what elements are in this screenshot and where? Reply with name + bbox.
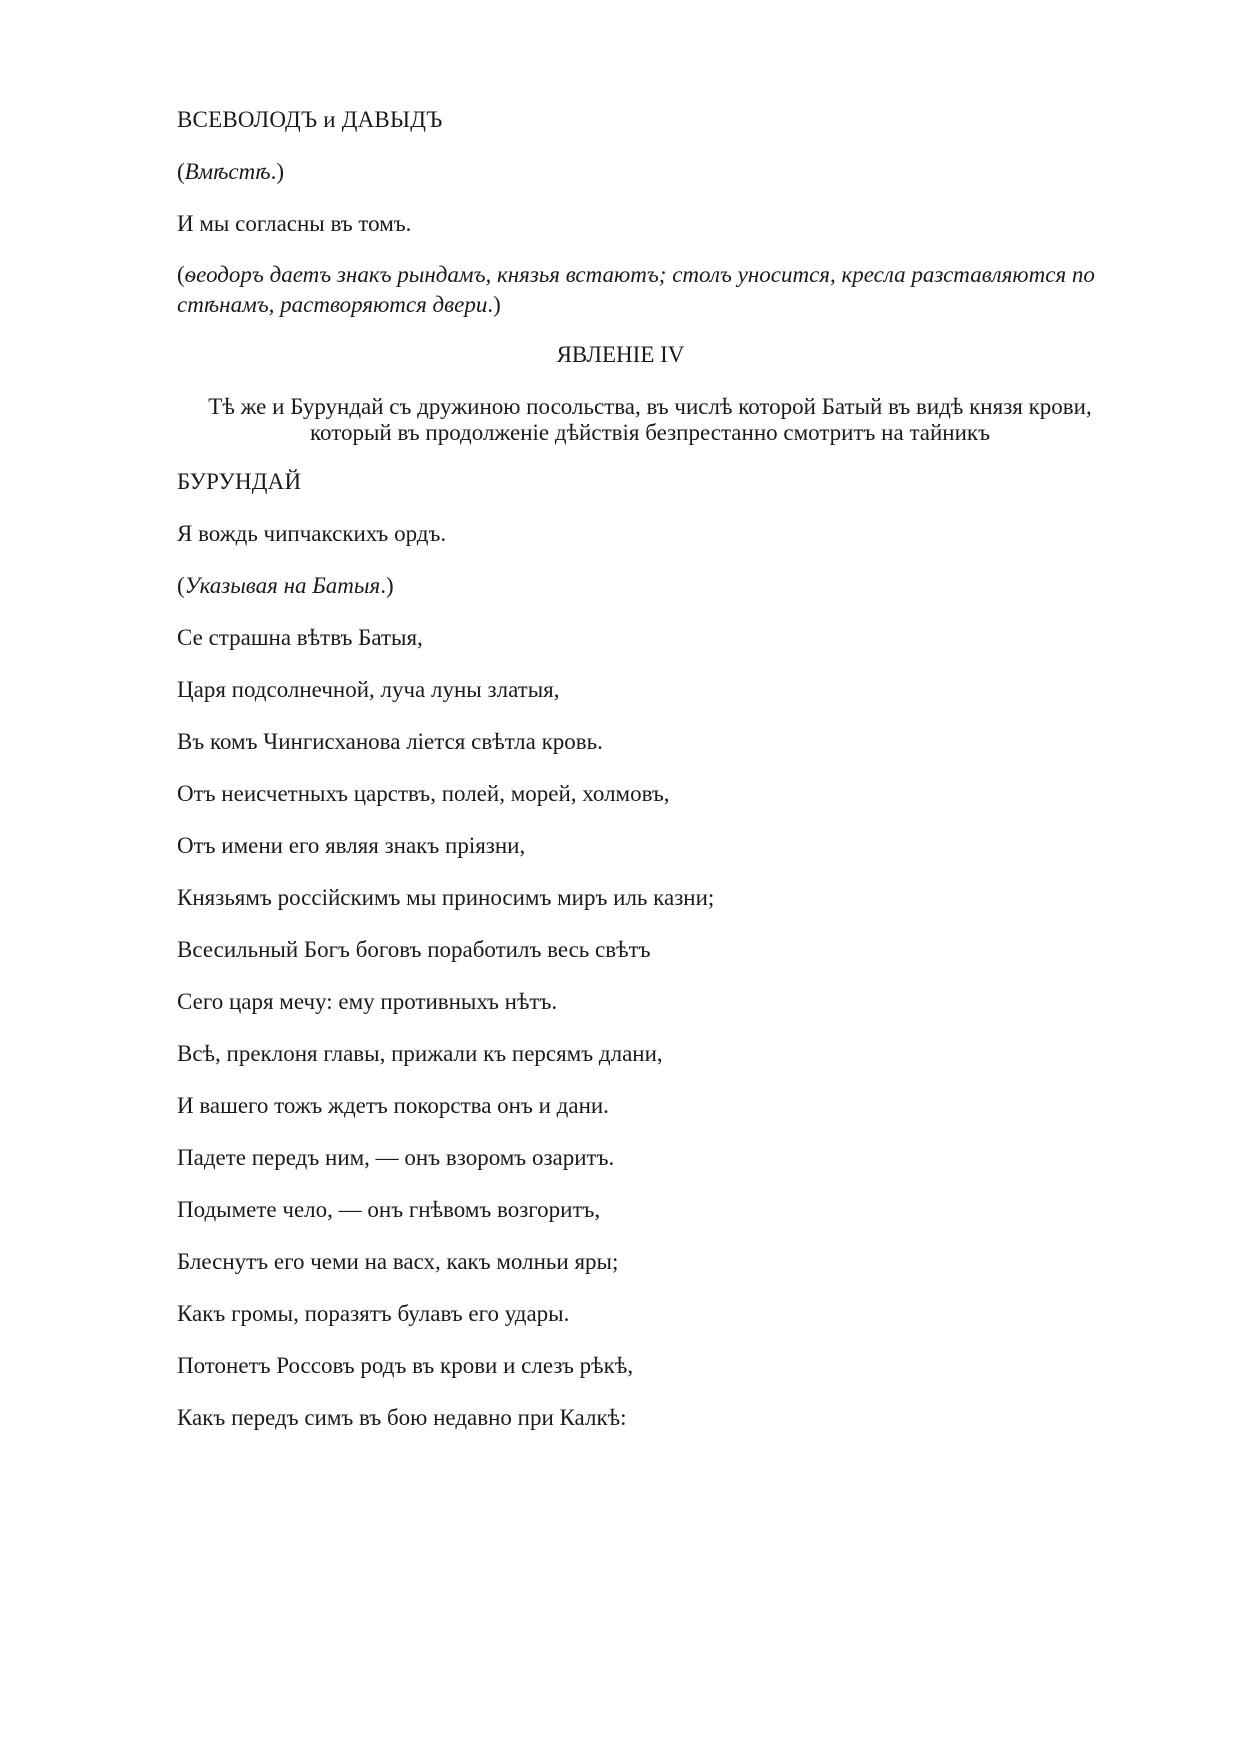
verse-line-11: Падете передъ ним, — онъ взоромъ озаритъ.	[177, 1145, 615, 1170]
scene-description-line-1: Тѣ же и Бурундай съ дружиною посольства, въ числѣ которой Батый въ видѣ князя крови,	[208, 394, 1092, 419]
dialogue-line: Я вождь чипчакскихъ ордъ.	[177, 521, 447, 546]
stage-direction-together: (Вмѣстѣ.)	[177, 159, 285, 184]
verse-line-9: Всѣ, преклоня главы, прижали къ персямъ длани,	[177, 1041, 663, 1066]
verse-line-13: Блеснутъ его чеми на васх, какъ молньи яры;	[177, 1249, 619, 1274]
verse-line-14: Какъ громы, поразятъ булавъ его удары.	[177, 1301, 570, 1326]
verse-line-2: Царя подсолнечной, луча луны златыя,	[177, 677, 560, 702]
speaker-heading-vsevolod-david: ВСЕВОЛОДЪ и ДАВЫДЪ	[177, 107, 443, 132]
verse-line-7: Всесильный Богъ боговъ поработилъ весь свѣтъ	[177, 937, 651, 962]
verse-line-8: Сего царя мечу: ему противныхъ нѣтъ.	[177, 989, 558, 1014]
verse-line-15: Потонетъ Россовъ родъ въ крови и слезъ рѣкѣ,	[177, 1353, 634, 1378]
scene-title: ЯВЛЕНIЕ IV	[556, 342, 685, 367]
stage-direction-together-text: Вмѣстѣ	[184, 159, 271, 184]
verse-line-10: И вашего тожъ ждетъ покорства онъ и дани.	[177, 1093, 609, 1118]
verse-line-4: Отъ неисчетныхъ царствъ, полей, морей, холмовъ,	[177, 781, 670, 806]
verse-line-16: Какъ передъ симъ въ бою недавно при Калкѣ:	[177, 1405, 627, 1430]
verse-line-5: Отъ имени его являя знакъ прiязни,	[177, 833, 526, 858]
verse-line-1: Се страшна вѣтвъ Батыя,	[177, 625, 423, 650]
stage-direction-pointing: (Указывая на Батыя.)	[177, 573, 394, 598]
speaker-heading-burundai: БУРУНДАЙ	[177, 469, 302, 494]
verse-line-12: Подымете чело, — онъ гнѣвомъ возгоритъ,	[177, 1197, 601, 1222]
verse-line-3: Въ комъ Чингисханова лiется свѣтла кровь.	[177, 729, 603, 754]
scene-description-line-2: который въ продолженiе дѣйствiя безпрестанно смотритъ на тайникъ	[310, 420, 990, 445]
stage-direction-block-text: ѳеодоръ даетъ знакъ рындамъ, князья встаютъ; столъ уносится, кресла разставляются по стѣнамъ, растворяются двери	[177, 262, 1095, 317]
verse-line-6: Князьямъ россiйскимъ мы приносимъ миръ иль казни;	[177, 885, 715, 910]
stage-direction-pointing-text: Указывая на Батыя	[184, 573, 381, 598]
dialogue-line: И мы согласны въ томъ.	[177, 211, 412, 236]
stage-direction-block: (ѳеодоръ даетъ знакъ рындамъ, князья встаютъ; столъ уносится, кресла разставляются по стѣнамъ, растворяются двери.)	[177, 262, 1095, 317]
